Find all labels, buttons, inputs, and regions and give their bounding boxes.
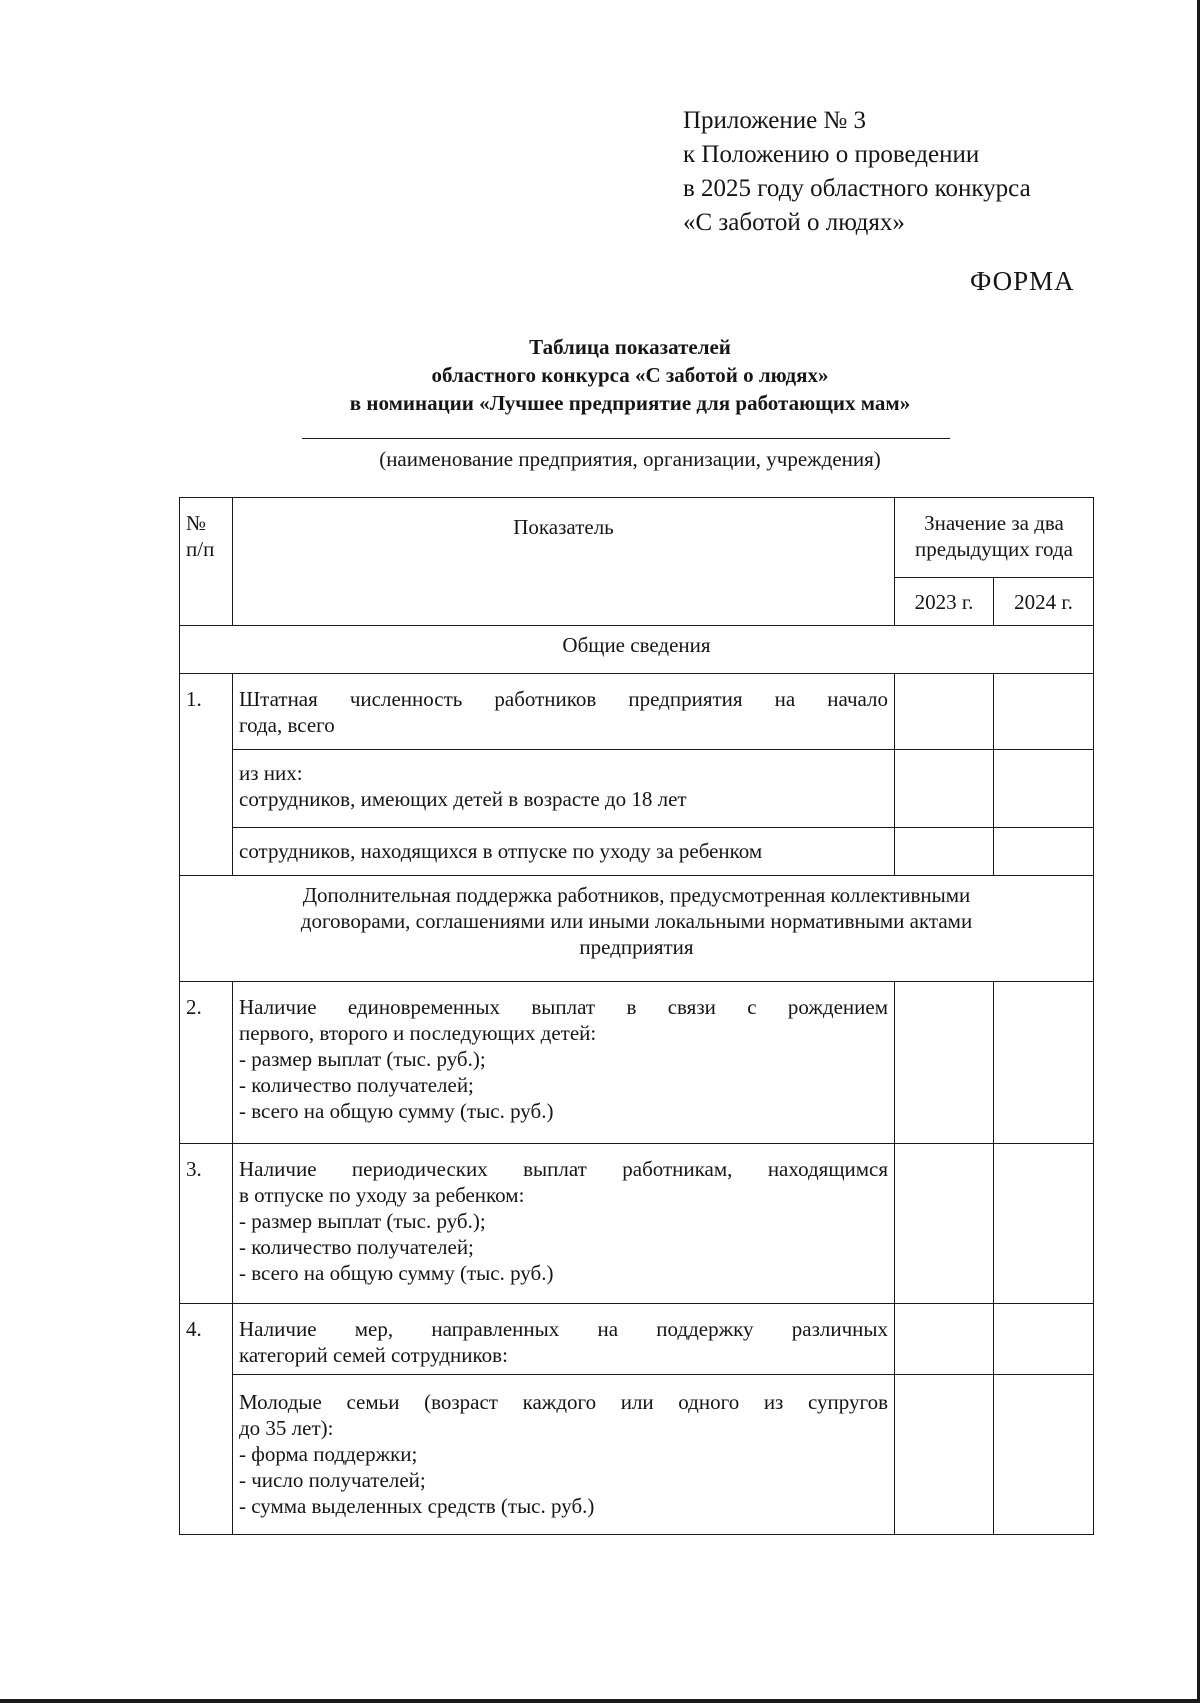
indicator-text: - сумма выделенных средств (тыс. руб.)	[239, 1494, 595, 1518]
indicator-text: - число получателей;	[239, 1468, 426, 1492]
indicator-text: до 35 лет):	[239, 1416, 334, 1440]
row-number: 4.	[180, 1304, 233, 1535]
indicator-text: первого, второго и последующих детей:	[239, 1021, 597, 1045]
appendix-reference	[683, 104, 1031, 240]
section-text: Дополнительная поддержка работников, предусмотренная коллективными	[302, 883, 971, 907]
table-row	[180, 828, 1094, 876]
title-line: областного конкурса «С заботой о людях»	[431, 363, 829, 387]
appendix-line: «С заботой о людях»	[683, 209, 905, 236]
indicator-text: Молодые семьи (возраст каждого или одного из супругов	[239, 1390, 888, 1414]
title-line: в номинации «Лучшее предприятие для работающих мам»	[349, 391, 911, 415]
value-cell-2023[interactable]	[895, 982, 994, 1144]
indicator-text: сотрудников, имеющих детей в возрасте до 18 лет	[239, 787, 687, 811]
indicator-text: - всего на общую сумму (тыс. руб.)	[239, 1261, 554, 1285]
appendix-line: в 2025 году областного конкурса	[683, 175, 1031, 202]
section-additional-support	[180, 876, 1094, 982]
organization-name-line	[302, 438, 950, 439]
value-cell-2023[interactable]	[895, 1375, 994, 1535]
header-indicator: Показатель	[233, 498, 895, 626]
value-cell-2023[interactable]	[895, 674, 994, 750]
form-label: ФОРМА	[970, 266, 1075, 296]
indicator-cell	[233, 1304, 895, 1375]
indicator-text: года, всего	[239, 713, 335, 737]
value-cell-2024[interactable]	[994, 828, 1094, 876]
table-row	[180, 1144, 1094, 1304]
indicator-text: Наличие мер, направленных на поддержку различных	[239, 1317, 888, 1341]
indicator-text: Наличие периодических выплат работникам, находящимся	[239, 1157, 888, 1181]
header-number: № п/п	[180, 498, 233, 626]
indicator-cell	[233, 982, 895, 1144]
value-cell-2023[interactable]	[895, 750, 994, 828]
section-text: договорами, соглашениями или иными локальными нормативными актами	[300, 909, 973, 933]
row-number: 1.	[180, 674, 233, 876]
section-row	[180, 876, 1094, 982]
table-row	[180, 982, 1094, 1144]
value-cell-2023[interactable]	[895, 828, 994, 876]
value-cell-2024[interactable]	[994, 1304, 1094, 1375]
header-values: Значение за два предыдущих года	[895, 498, 1094, 578]
table-row	[180, 750, 1094, 828]
table-row	[180, 1375, 1094, 1535]
indicator-text: - количество получателей;	[239, 1073, 474, 1097]
title-line: Таблица показателей	[529, 335, 731, 359]
row-number: 2.	[180, 982, 233, 1144]
indicator-text: из них:	[239, 761, 303, 785]
indicator-text: - форма поддержки;	[239, 1442, 418, 1466]
section-row	[180, 626, 1094, 674]
indicator-text: Штатная численность работников предприятия на начало	[239, 687, 888, 711]
indicator-text: Наличие единовременных выплат в связи с рождением	[239, 995, 888, 1019]
value-cell-2024[interactable]	[994, 1144, 1094, 1304]
section-text: предприятия	[579, 935, 694, 959]
value-cell-2024[interactable]	[994, 1375, 1094, 1535]
indicator-cell	[233, 1144, 895, 1304]
value-cell-2023[interactable]	[895, 1304, 994, 1375]
document-title	[260, 333, 1000, 417]
indicator-text: категорий семей сотрудников:	[239, 1343, 508, 1367]
indicator-text: - количество получателей;	[239, 1235, 474, 1259]
indicator-text: - всего на общую сумму (тыс. руб.)	[239, 1099, 554, 1123]
indicator-text: - размер выплат (тыс. руб.);	[239, 1209, 486, 1233]
indicator-text: в отпуске по уходу за ребенком:	[239, 1183, 525, 1207]
header-year-2023: 2023 г.	[895, 578, 994, 626]
value-cell-2023[interactable]	[895, 1144, 994, 1304]
indicator-cell	[233, 1375, 895, 1535]
table-header-row	[180, 498, 1094, 578]
indicators-table	[179, 497, 1094, 1535]
appendix-line: Приложение № 3	[683, 107, 867, 134]
value-cell-2024[interactable]	[994, 674, 1094, 750]
indicator-cell	[233, 750, 895, 828]
page-edge-bottom	[0, 1699, 1200, 1703]
table-row	[180, 674, 1094, 750]
indicator-cell: сотрудников, находящихся в отпуске по уходу за ребенком	[233, 828, 895, 876]
section-general: Общие сведения	[180, 626, 1094, 674]
header-year-2024: 2024 г.	[994, 578, 1094, 626]
table-row	[180, 1304, 1094, 1375]
organization-caption: (наименование предприятия, организации, учреждения)	[379, 447, 881, 471]
indicator-text: - размер выплат (тыс. руб.);	[239, 1047, 486, 1071]
indicator-cell	[233, 674, 895, 750]
value-cell-2024[interactable]	[994, 982, 1094, 1144]
value-cell-2024[interactable]	[994, 750, 1094, 828]
row-number: 3.	[180, 1144, 233, 1304]
appendix-line: к Положению о проведении	[683, 141, 980, 168]
